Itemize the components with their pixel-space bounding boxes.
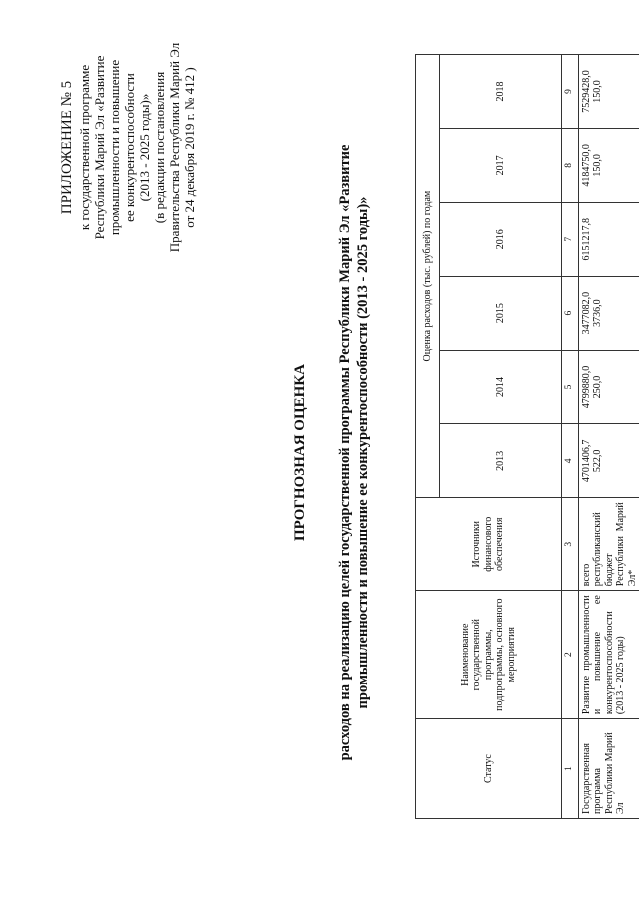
value-cell (578, 350, 639, 424)
column-number: 4 (562, 424, 579, 498)
value-cell (578, 424, 639, 498)
column-number: 7 (562, 202, 579, 276)
header-name: Наименование государственной программы, подпрограммы, основного мероприятия (416, 591, 562, 719)
header-year: 2016 (440, 202, 562, 276)
value-budget: 3736,0 (592, 299, 603, 327)
value-budget: 522,0 (592, 449, 603, 473)
row-sources (578, 498, 639, 591)
header-year: 2013 (440, 424, 562, 498)
appendix-line: (в редакции постановления (152, 71, 167, 224)
value-budget: 150,0 (592, 80, 603, 103)
document-subtitle (336, 90, 372, 815)
document-title: ПРОГНОЗНАЯ ОЦЕНКА (292, 364, 308, 542)
header-year: 2014 (440, 350, 562, 424)
subtitle-line: расходов на реализацию целей государственной программы Республики Марий Эл «Развитие (337, 144, 353, 761)
subtitle-line: промышленности и повышение ее конкурентоспособности (2013 - 2025 годы)» (355, 196, 371, 709)
column-number: 8 (562, 128, 579, 202)
header-estimate: Оценка расходов (тыс. рублей) по годам (416, 55, 440, 498)
header-year: 2017 (440, 128, 562, 202)
value-total: 6151217,8 (580, 217, 592, 261)
appendix-line: Правительства Республики Марий Эл (167, 42, 182, 253)
header-status: Статус (416, 719, 562, 819)
column-number: 6 (562, 276, 579, 350)
value-total: 4701406,7 (580, 439, 592, 483)
value-budget: 150,0 (592, 154, 603, 177)
appendix-line: (2013 - 2025 годы)» (137, 93, 152, 202)
source-budget: республиканский бюджет Республики Марий Эл* (592, 502, 638, 587)
estimate-table (415, 54, 639, 819)
value-total: 3477082,0 (580, 291, 592, 335)
row-status: Государственная программа Республики Марий Эл (578, 719, 639, 819)
value-total: 4799880,0 (580, 365, 592, 409)
column-number: 9 (562, 55, 579, 129)
value-cell (578, 276, 639, 350)
column-number: 2 (562, 591, 579, 719)
table-row (578, 55, 639, 819)
column-number: 5 (562, 350, 579, 424)
appendix-line: Республики Марий Эл «Развитие (92, 55, 107, 240)
appendix-line: от 24 декабря 2019 г. № 412 ) (182, 67, 197, 228)
appendix-line: к государственной программе (77, 64, 92, 231)
column-number-row (562, 55, 579, 819)
value-cell (578, 202, 639, 276)
appendix-block (60, 20, 197, 275)
column-number: 1 (562, 719, 579, 819)
header-year: 2018 (440, 55, 562, 129)
value-total: 4184750,0 (580, 144, 592, 187)
source-total: всего (580, 563, 592, 587)
value-budget: 250,0 (592, 375, 603, 399)
column-number: 3 (562, 498, 579, 591)
header-source: Источники финансового обеспечения (416, 498, 562, 591)
value-cell (578, 55, 639, 129)
header-year: 2015 (440, 276, 562, 350)
row-name: Развитие промышленности и повышение ее конкурентоспособности (2013 - 2025 годы) (578, 591, 639, 719)
appendix-title: ПРИЛОЖЕНИЕ № 5 (59, 80, 75, 215)
appendix-line: промышленности и повышение (107, 59, 122, 236)
value-total: 7529428,0 (580, 70, 592, 113)
value-cell (578, 128, 639, 202)
appendix-line: ее конкурентоспособности (122, 73, 137, 222)
